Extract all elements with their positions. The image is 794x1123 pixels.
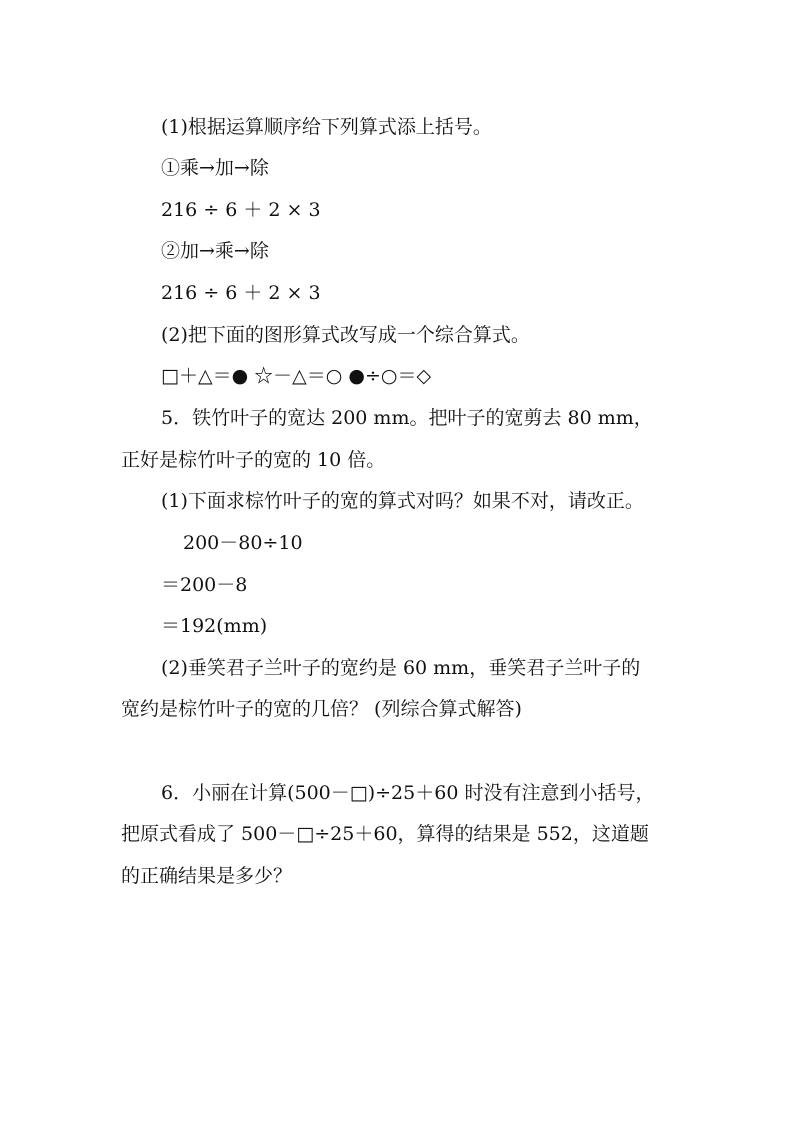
q5-calc-step-2: ＝200－8 [161, 574, 248, 596]
sub2-shape-equations: □＋△＝● ☆－△＝○ ●÷○＝◇ [161, 365, 432, 387]
q5-part-2-line-2: 宽约是棕竹叶子的宽的几倍？ (列综合算式解答) [121, 698, 522, 720]
sub1-heading: (1)根据运算顺序给下列算式添上括号。 [161, 116, 492, 138]
sub1-order-a: ①乘→加→除 [161, 157, 269, 179]
q5-line-2: 正好是棕竹叶子的宽的 10 倍。 [121, 449, 386, 471]
sub1-expression-a: 216 ÷ 6 ＋ 2 × 3 [161, 199, 321, 221]
q5-line-1: 5．铁竹叶子的宽达 200 mm。把叶子的宽剪去 80 mm， [161, 407, 653, 429]
q5-part-1: (1)下面求棕竹叶子的宽的算式对吗？如果不对，请改正。 [161, 490, 644, 512]
q5-calc-step-1: 200－80÷10 [183, 532, 303, 554]
sub1-order-b: ②加→乘→除 [161, 240, 269, 262]
q5-calc-step-3: ＝192(mm) [161, 615, 268, 637]
q6-line-1: 6．小丽在计算(500－□)÷25＋60 时没有注意到小括号， [161, 782, 655, 804]
sub2-heading: (2)把下面的图形算式改写成一个综合算式。 [161, 324, 530, 346]
q5-part-2-line-1: (2)垂笑君子兰叶子的宽约是 60 mm，垂笑君子兰叶子的 [161, 657, 641, 679]
q6-line-2: 把原式看成了 500－□÷25＋60，算得的结果是 552，这道题 [121, 823, 649, 845]
q6-line-3: 的正确结果是多少？ [121, 865, 293, 887]
sub1-expression-b: 216 ÷ 6 ＋ 2 × 3 [161, 282, 321, 304]
